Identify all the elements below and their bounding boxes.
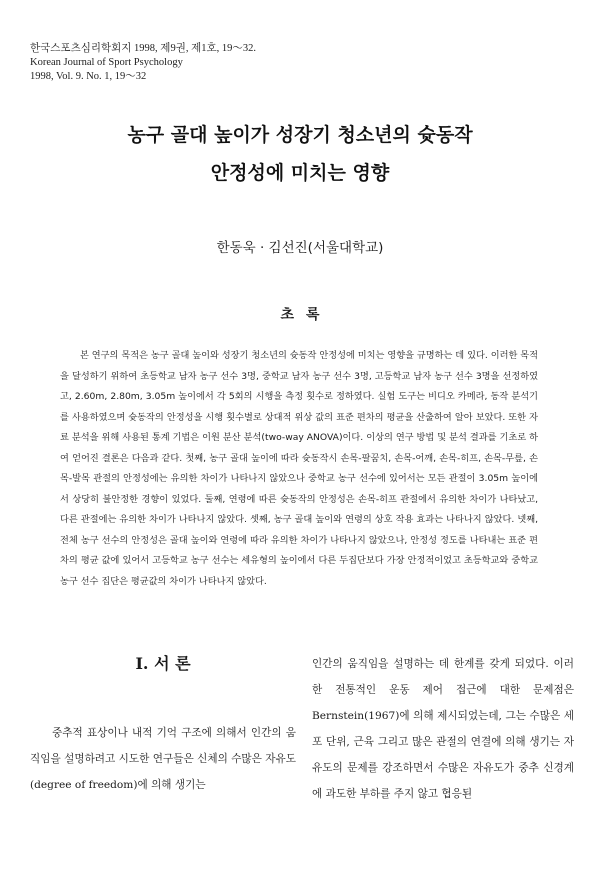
author-line: 한동욱 · 김선진(서울대학교) (216, 240, 384, 256)
journal-citation-english: Korean Journal of Sport Psychology (30, 57, 183, 68)
section-heading-introduction: Ⅰ. 서 론 (135, 654, 191, 673)
paper-title-line-1: 농구 골대 높이가 성장기 청소년의 슛동작 (127, 124, 473, 146)
body-text-right-column: 인간의 움직임을 설명하는 데 한계를 갖게 되었다. 이러한 전통적인 운동 제어 접근에 대한 문제점은 Bernstein(1967)에 의해 제시되었는데, 그는 수많은 세포 단위, 근육 그리고 많은 관절의 연결에 의해 생기는 자유도의 문제를 강조하면서 수많은 자유도가 중추 신경계에 과도한 부하를 주지 않고 협응된 (312, 658, 574, 800)
journal-citation-korean: 한국스포츠심리학회지 1998, 제9권, 제1호, 19～32. (30, 43, 257, 54)
body-text-left-column: 중추적 표상이나 내적 기억 구조에 의해서 인간의 움직임을 설명하려고 시도한 연구들은 신체의 수많은 자유도(degree of freedom)에 의해 생기는 (30, 727, 296, 791)
paper-title-line-2: 안정성에 미치는 영향 (210, 162, 390, 184)
journal-citation-volume: 1998, Vol. 9. No. 1, 19～32 (30, 71, 147, 82)
journal-citation (30, 42, 256, 84)
abstract-heading: 초록 (280, 307, 332, 323)
abstract-body: 본 연구의 목적은 농구 골대 높이와 성장기 청소년의 슛동작 안정성에 미치는 영향을 규명하는 데 있다. 이러한 목적을 달성하기 위하여 초등학교 남자 농구 선수 3명, 중학교 남자 농구 선수 3명, 고등학교 남자 농구 선수 3명을 선정하였고, 2.60m, 2.80m, 3.05m 높이에서 각 5회의 시행을 측정 횟수로 정하였다. 실험 도구는 비디오 카메라, 동작 분석기를 사용하였으며 슛동작의 안정성을 시행 횟수별로 상대적 위상 값의 표준 편차의 평균을 산출하여 알아 보았다. 또한 자료 분석을 위해 사용된 통계 기법은 이원 분산 분석(two-way ANOVA)이다. 이상의 연구 방법 및 분석 결과를 기초로 하여 얻어진 결론은 다음과 같다. 첫째, 농구 골대 높이에 따라 슛동작시 손목-팔꿈치, 손목-어깨, 손목-히프, 손목-무릎, 손목-발목 관절의 안정성에는 유의한 차이가 나타나지 않았으나 중학교 농구 선수에 있어서는 모든 관절이 3.05m 높이에서 상당히 불안정한 경향이 있었다. 둘째, 연령에 따른 슛동작의 안정성은 손목-히프 관절에서 유의한 차이가 나타났고, 다른 관절에는 유의한 차이가 나타나지 않았다. 셋째, 농구 골대 높이와 연령의 상호 작용 효과는 나타나지 않았다. 넷째, 전체 농구 선수의 안정성은 골대 높이와 연령에 따라 유의한 차이가 나타나지 않았으나, 안정성 정도를 나타내는 표준 편차의 평균 값에 있어서 고등학교 농구 선수는 세유형의 높이에서 다른 두집단보다 가장 안정적이었고 초등학교와 중학교 농구 선수 집단은 평균값의 차이가 나타나지 않았다. (60, 350, 538, 587)
